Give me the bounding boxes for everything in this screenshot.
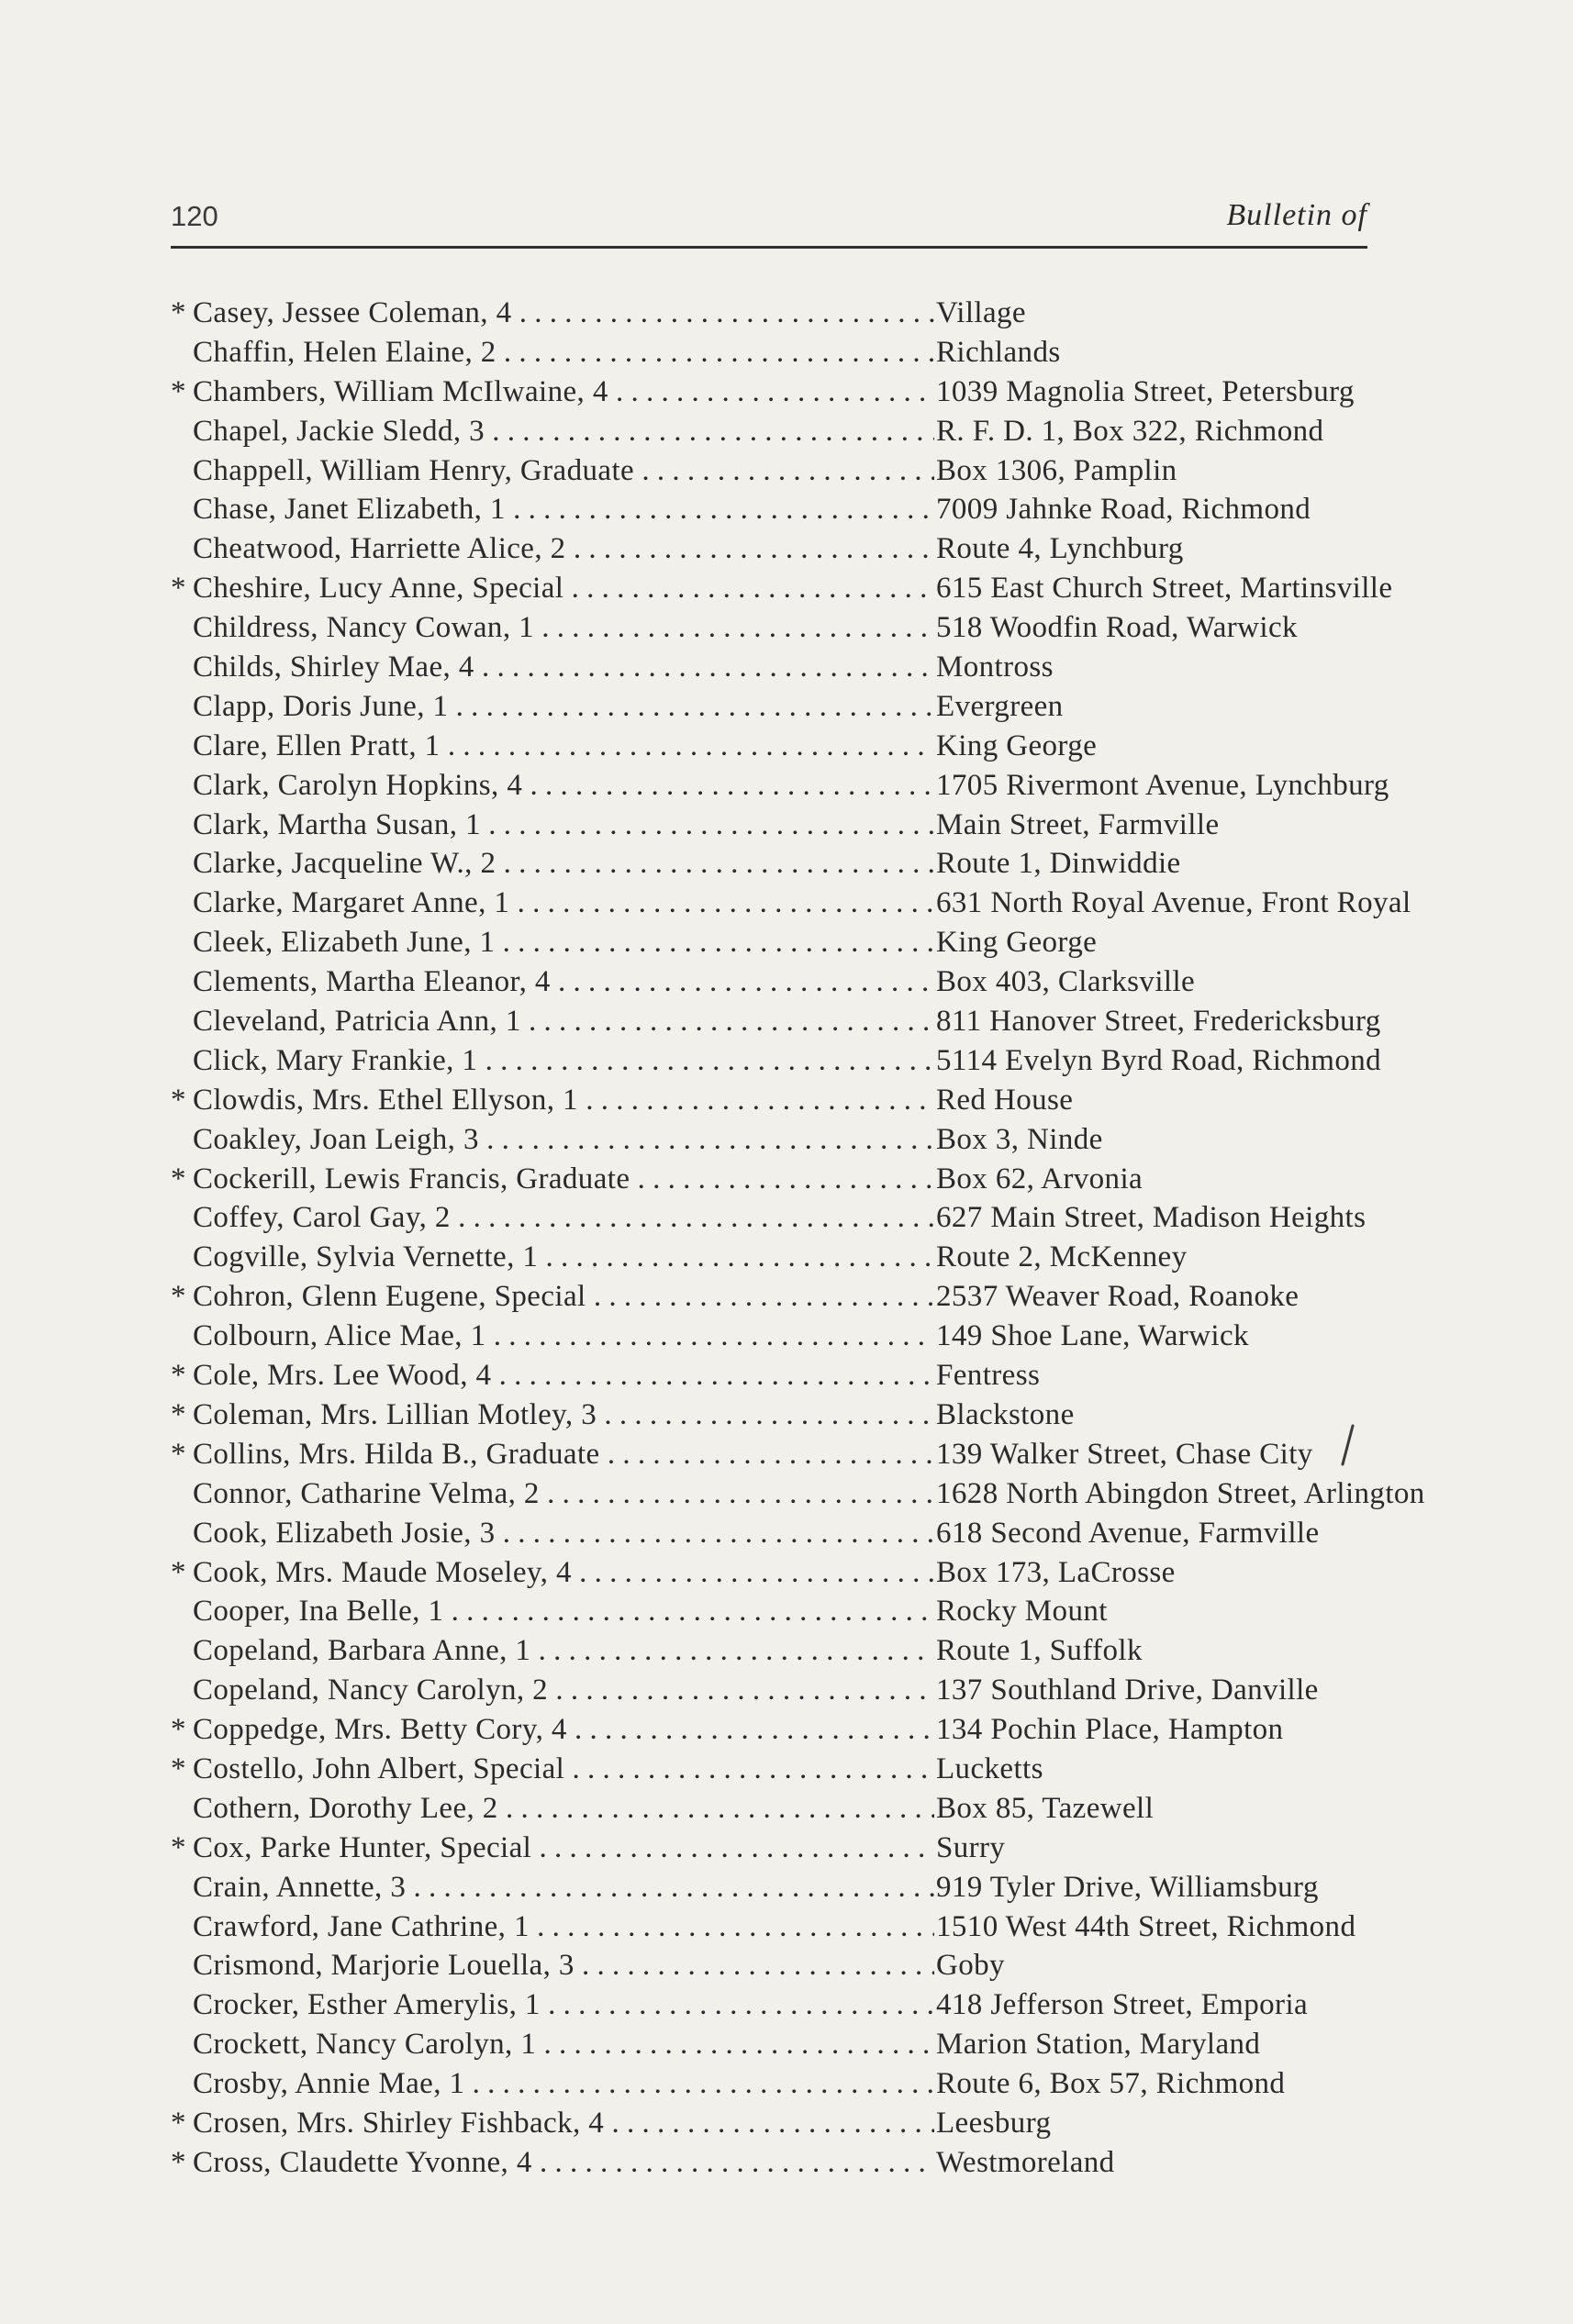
- entry-mark: *: [171, 1437, 186, 1471]
- entry-name: Crosby, Annie Mae, 1 . . .: [193, 2064, 934, 2103]
- entry-name: Clark, Carolyn Hopkins, 4 . . .: [193, 766, 934, 805]
- list-item: [171, 844, 1382, 884]
- entry-name: Chase, Janet Elizabeth, 1 . . .: [193, 490, 934, 528]
- entry-name: Chaffin, Helen Elaine, 2 . . .: [193, 333, 934, 372]
- entry-name: Crain, Annette, 3 . . .: [193, 1868, 934, 1907]
- list-item: [171, 1829, 1382, 1868]
- list-item: [171, 1081, 1382, 1120]
- entry-mark: *: [171, 1162, 186, 1195]
- list-item: [171, 1041, 1382, 1081]
- list-item: [171, 923, 1382, 962]
- entry-name: Cox, Parke Hunter, Special . . .: [193, 1829, 934, 1867]
- list-item: [171, 1553, 1382, 1593]
- entry-name: Click, Mary Frankie, 1 . . .: [193, 1041, 934, 1080]
- list-item: [171, 1277, 1382, 1317]
- entry-name: Cleek, Elizabeth June, 1 . . .: [193, 923, 934, 962]
- pencil-mark-icon: [1338, 1424, 1356, 1466]
- entry-address: Box 1306, Pamplin: [934, 451, 1177, 490]
- entry-address: 7009 Jahnke Road, Richmond: [934, 490, 1311, 528]
- entry-name: Cheatwood, Harriette Alice, 2 . . .: [193, 529, 934, 568]
- entry-mark: *: [171, 2145, 186, 2179]
- entry-name: Copeland, Nancy Carolyn, 2 . . .: [193, 1671, 934, 1709]
- list-item: [171, 1907, 1382, 1947]
- list-item: [171, 1238, 1382, 1277]
- entry-address: 1628 North Abingdon Street, Arlington: [934, 1474, 1425, 1513]
- entry-address: Montross: [934, 648, 1054, 686]
- list-item: [171, 1198, 1382, 1238]
- entry-address: 2537 Weaver Road, Roanoke: [934, 1277, 1299, 1316]
- entry-mark: *: [171, 1397, 186, 1431]
- list-item: [171, 1985, 1382, 2025]
- entry-address: 631 North Royal Avenue, Front Royal: [934, 884, 1411, 922]
- entry-address: 1039 Magnolia Street, Petersburg: [934, 373, 1355, 411]
- entry-name: Cheshire, Lucy Anne, Special . . .: [193, 569, 934, 607]
- entry-name: Childs, Shirley Mae, 4 . . .: [193, 648, 934, 686]
- list-item: [171, 529, 1382, 569]
- running-head: Bulletin of: [1226, 198, 1367, 232]
- entry-name: Clare, Ellen Pratt, 1 . . .: [193, 727, 934, 765]
- entry-name: Crockett, Nancy Carolyn, 1 . . .: [193, 2025, 934, 2063]
- list-item: [171, 1789, 1382, 1829]
- list-item: [171, 1592, 1382, 1631]
- entry-mark: *: [171, 1280, 186, 1314]
- entry-name: Connor, Catharine Velma, 2 . . .: [193, 1474, 934, 1513]
- list-item: [171, 333, 1382, 373]
- entry-address: Fentress: [934, 1356, 1040, 1395]
- entry-name: Cole, Mrs. Lee Wood, 4 . . .: [193, 1356, 934, 1395]
- list-item: [171, 1120, 1382, 1160]
- entry-address: Red House: [934, 1081, 1073, 1119]
- list-item: [171, 766, 1389, 806]
- entry-address: Evergreen: [934, 687, 1064, 726]
- entry-name: Coleman, Mrs. Lillian Motley, 3 . . .: [193, 1396, 934, 1434]
- entry-name: Clarke, Jacqueline W., 2 . . .: [193, 844, 934, 883]
- entry-address: King George: [934, 727, 1097, 765]
- entry-address: Route 6, Box 57, Richmond: [934, 2064, 1285, 2103]
- list-item: [171, 1002, 1382, 1041]
- entry-name: Clapp, Doris June, 1 . . .: [193, 687, 934, 726]
- header-rule: [171, 246, 1367, 249]
- list-item: [171, 1868, 1382, 1907]
- list-item: [171, 1474, 1425, 1514]
- entry-name: Clowdis, Mrs. Ethel Ellyson, 1 . . .: [193, 1081, 934, 1119]
- entry-name: Cooper, Ina Belle, 1 . . .: [193, 1592, 934, 1630]
- entry-address: Route 2, McKenney: [934, 1238, 1188, 1276]
- list-item: [171, 727, 1382, 766]
- entry-address: 627 Main Street, Madison Heights: [934, 1198, 1366, 1237]
- list-item: [171, 2025, 1382, 2064]
- entry-address: Village: [934, 294, 1026, 332]
- entry-name: Copeland, Barbara Anne, 1 . . .: [193, 1631, 934, 1670]
- entry-mark: *: [171, 1751, 186, 1785]
- list-item: [171, 806, 1382, 845]
- list-item: [171, 373, 1382, 412]
- list-item: [171, 687, 1382, 727]
- list-item: [171, 451, 1382, 491]
- list-item: [171, 1750, 1382, 1789]
- entry-address: 134 Pochin Place, Hampton: [934, 1710, 1283, 1749]
- list-item: [171, 569, 1393, 608]
- entry-name: Cogville, Sylvia Vernette, 1 . . .: [193, 1238, 934, 1276]
- entry-address: Marion Station, Maryland: [934, 2025, 1260, 2063]
- entry-mark: *: [171, 1830, 186, 1864]
- entry-mark: *: [171, 1713, 186, 1747]
- entry-address: 618 Second Avenue, Farmville: [934, 1514, 1320, 1552]
- entry-address: King George: [934, 923, 1097, 962]
- entry-address: 615 East Church Street, Martinsville: [934, 569, 1392, 607]
- entry-name: Cook, Mrs. Maude Moseley, 4 . . .: [193, 1553, 934, 1592]
- list-item: [171, 608, 1382, 648]
- list-item: [171, 2104, 1382, 2143]
- entry-address: Box 173, LaCrosse: [934, 1553, 1176, 1592]
- list-item: [171, 490, 1382, 529]
- entry-address: Lucketts: [934, 1750, 1043, 1788]
- entry-address: 1510 West 44th Street, Richmond: [934, 1907, 1355, 1946]
- list-item: [171, 1396, 1382, 1435]
- entry-name: Chapel, Jackie Sledd, 3 . . .: [193, 412, 934, 450]
- page-header: [171, 196, 1367, 233]
- list-item: [171, 1317, 1382, 1356]
- entry-address: 919 Tyler Drive, Williamsburg: [934, 1868, 1319, 1907]
- entry-mark: *: [171, 572, 186, 606]
- entry-address: Route 4, Lynchburg: [934, 529, 1184, 568]
- entry-address: 137 Southland Drive, Danville: [934, 1671, 1319, 1709]
- entry-mark: *: [171, 1359, 186, 1393]
- entry-address: Blackstone: [934, 1396, 1075, 1434]
- list-item: [171, 884, 1411, 923]
- entry-address: 139 Walker Street, Chase City: [934, 1435, 1313, 1473]
- entry-address: 1705 Rivermont Avenue, Lynchburg: [934, 766, 1389, 805]
- entry-name: Crosen, Mrs. Shirley Fishback, 4 . . .: [193, 2104, 934, 2142]
- entry-name: Chambers, William McIlwaine, 4 . . .: [193, 373, 934, 411]
- entry-name: Collins, Mrs. Hilda B., Graduate . . .: [193, 1435, 934, 1473]
- entry-mark: *: [171, 2106, 186, 2140]
- entry-address: Box 62, Arvonia: [934, 1160, 1143, 1198]
- list-item: [171, 2064, 1382, 2104]
- list-item: [171, 1710, 1382, 1750]
- entry-name: Colbourn, Alice Mae, 1 . . .: [193, 1317, 934, 1355]
- entry-name: Crismond, Marjorie Louella, 3 . . .: [193, 1946, 934, 1985]
- page-number: 120: [171, 200, 218, 232]
- entry-address: Box 403, Clarksville: [934, 962, 1195, 1001]
- entry-mark: *: [171, 374, 186, 408]
- entry-address: 518 Woodfin Road, Warwick: [934, 608, 1298, 647]
- entry-name: Cohron, Glenn Eugene, Special . . .: [193, 1277, 934, 1316]
- entry-name: Chappell, William Henry, Graduate . . .: [193, 451, 934, 490]
- entry-name: Coakley, Joan Leigh, 3 . . .: [193, 1120, 934, 1159]
- entry-mark: *: [171, 1083, 186, 1117]
- entry-address: Box 85, Tazewell: [934, 1789, 1154, 1828]
- entry-address: R. F. D. 1, Box 322, Richmond: [934, 412, 1323, 450]
- entry-address: Box 3, Ninde: [934, 1120, 1103, 1159]
- entry-name: Clark, Martha Susan, 1 . . .: [193, 806, 934, 844]
- list-item: [171, 1946, 1382, 1985]
- entry-name: Cleveland, Patricia Ann, 1 . . .: [193, 1002, 934, 1040]
- entry-address: Rocky Mount: [934, 1592, 1108, 1630]
- entry-mark: *: [171, 1555, 186, 1589]
- entry-address: 5114 Evelyn Byrd Road, Richmond: [934, 1041, 1381, 1080]
- entry-address: Leesburg: [934, 2104, 1051, 2142]
- entry-address: Goby: [934, 1946, 1005, 1985]
- entry-address: Route 1, Dinwiddie: [934, 844, 1181, 883]
- list-item: [171, 1514, 1382, 1553]
- list-item: [171, 1671, 1382, 1710]
- entry-name: Clements, Martha Eleanor, 4 . . .: [193, 962, 934, 1001]
- list-item: [171, 648, 1382, 687]
- entry-address: 811 Hanover Street, Fredericksburg: [934, 1002, 1381, 1040]
- entry-name: Childress, Nancy Cowan, 1 . . .: [193, 608, 934, 647]
- entry-address: 418 Jefferson Street, Emporia: [934, 1985, 1308, 2024]
- entry-address: 149 Shoe Lane, Warwick: [934, 1317, 1249, 1355]
- entry-name: Cockerill, Lewis Francis, Graduate . . .: [193, 1160, 934, 1198]
- list-item: [171, 962, 1382, 1002]
- entry-address: Main Street, Farmville: [934, 806, 1220, 844]
- list-item: [171, 1356, 1382, 1396]
- entry-name: Costello, John Albert, Special . . .: [193, 1750, 934, 1788]
- entry-name: Coffey, Carol Gay, 2 . . .: [193, 1198, 934, 1237]
- list-item: [171, 412, 1382, 451]
- list-item: [171, 1160, 1382, 1199]
- list-item: [171, 1435, 1382, 1474]
- entry-address: Westmoreland: [934, 2143, 1115, 2182]
- entry-mark: *: [171, 296, 186, 329]
- entry-name: Clarke, Margaret Anne, 1 . . .: [193, 884, 934, 922]
- entry-address: Surry: [934, 1829, 1005, 1867]
- entry-name: Crawford, Jane Cathrine, 1 . . .: [193, 1907, 934, 1946]
- entry-name: Cross, Claudette Yvonne, 4 . . .: [193, 2143, 934, 2182]
- entry-name: Coppedge, Mrs. Betty Cory, 4 . . .: [193, 1710, 934, 1749]
- entry-name: Crocker, Esther Amerylis, 1 . . .: [193, 1985, 934, 2024]
- list-item: [171, 294, 1382, 333]
- list-item: [171, 1631, 1382, 1671]
- entry-name: Cook, Elizabeth Josie, 3 . . .: [193, 1514, 934, 1552]
- entry-address: Richlands: [934, 333, 1061, 372]
- entry-name: Cothern, Dorothy Lee, 2 . . .: [193, 1789, 934, 1828]
- entry-address: Route 1, Suffolk: [934, 1631, 1143, 1670]
- entry-name: Casey, Jessee Coleman, 4 . . .: [193, 294, 934, 332]
- list-item: [171, 2143, 1382, 2183]
- student-directory-list: [171, 294, 1425, 2183]
